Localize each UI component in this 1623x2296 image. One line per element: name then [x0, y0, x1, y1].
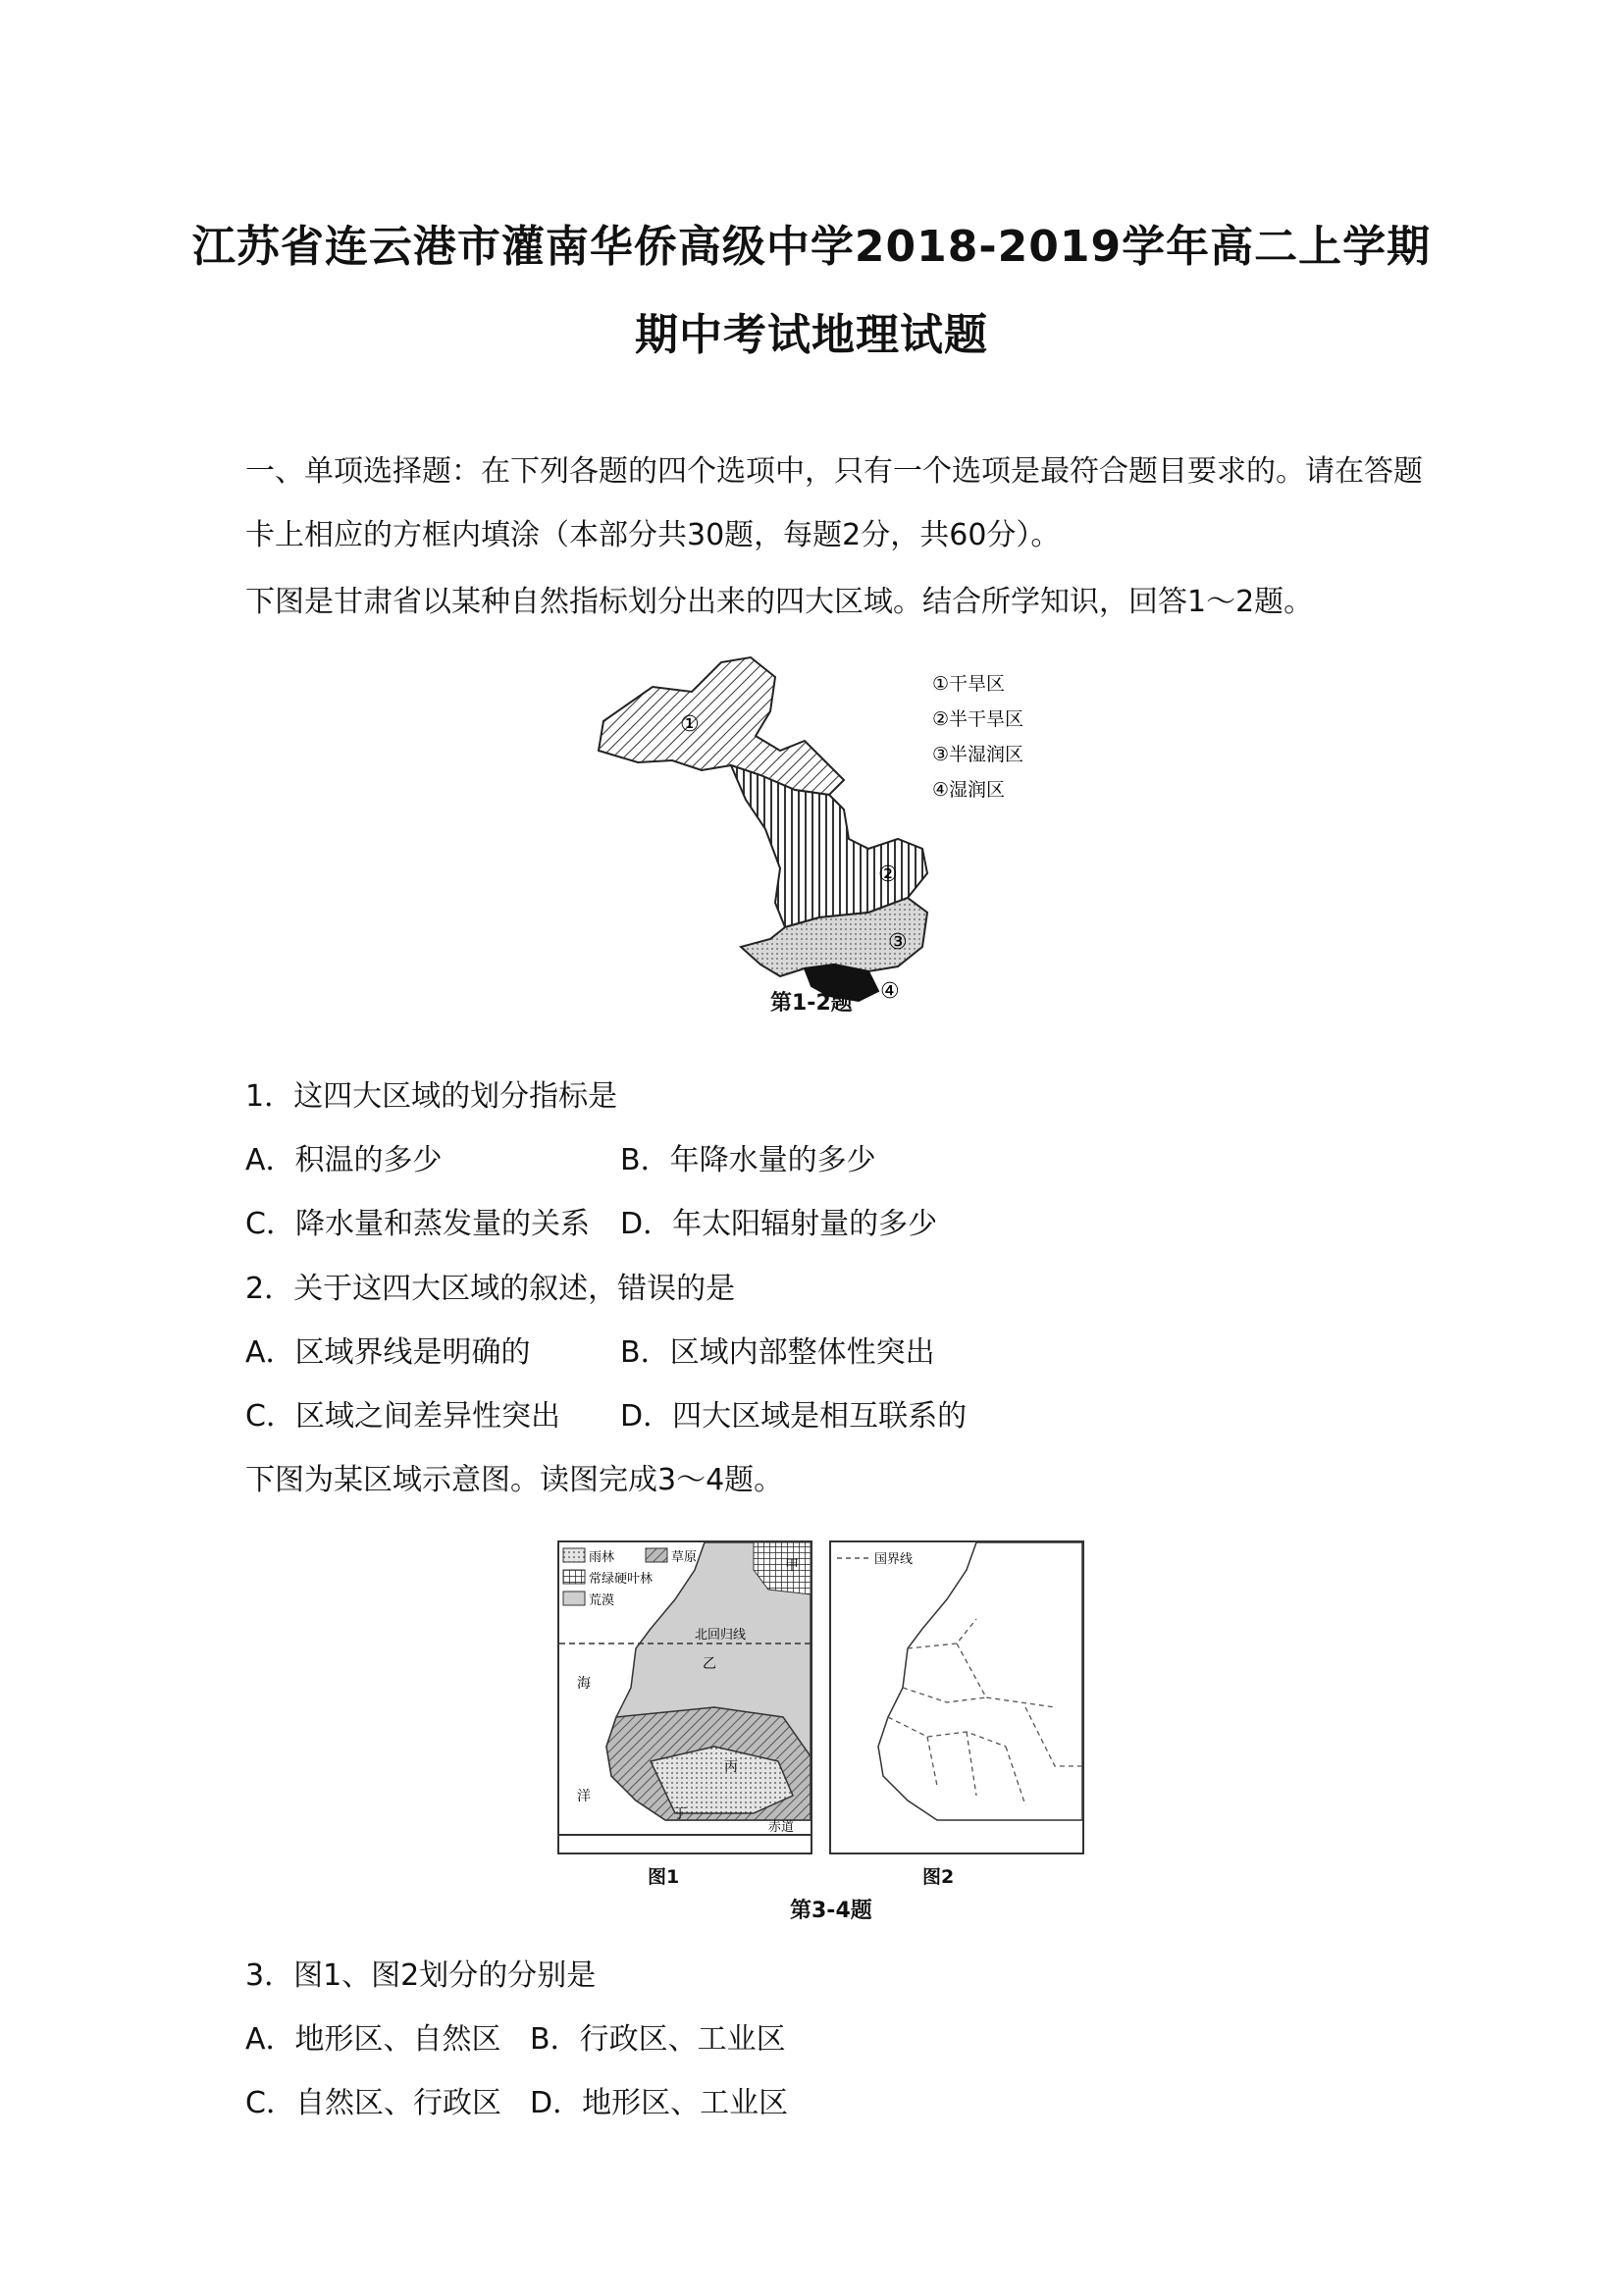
label-region-4: ④: [880, 979, 900, 1004]
legend-humid: ④湿润区: [932, 779, 1006, 801]
label-sea: 海: [577, 1676, 591, 1692]
map1-subcaption: 图1: [648, 1866, 680, 1888]
section-heading-line1: 一、单项选择题：在下列各题的四个选项中，只有一个选项是最符合题目要求的。请在答题: [245, 454, 1423, 489]
legend-arid: ①干旱区: [932, 673, 1006, 695]
q1-stem: 1．这四大区域的划分指标是: [245, 1079, 618, 1114]
label-region-2: ②: [878, 862, 898, 887]
q2-stem: 2．关于这四大区域的叙述，错误的是: [245, 1272, 736, 1306]
intro-q3-4: 下图为某区域示意图。读图完成3～4题。: [245, 1463, 784, 1497]
gansu-region-map: [584, 652, 1055, 1025]
legend-semi-humid: ③半湿润区: [932, 744, 1024, 765]
legend-border: 国界线: [874, 1552, 914, 1567]
q2-option-c: C．区域之间差异性突出: [245, 1399, 560, 1434]
legend-semi-arid: ②半干旱区: [932, 708, 1024, 730]
q2-option-a: A．区域界线是明确的: [245, 1335, 531, 1370]
q3-option-c: C．自然区、行政区: [245, 2086, 501, 2120]
legend-grassland: 草原: [671, 1550, 698, 1565]
q3-option-a: A．地形区、自然区: [245, 2022, 501, 2057]
label-region-3: ③: [888, 930, 908, 955]
doc-title-line2: 期中考试地理试题: [635, 310, 988, 360]
label-bing: 丙: [724, 1759, 738, 1775]
intro-q1-2: 下图是甘肃省以某种自然指标划分出来的四大区域。结合所学知识，回答1～2题。: [245, 585, 1314, 619]
q1-option-b: B．年降水量的多少: [620, 1143, 876, 1177]
map2-subcaption: 图2: [922, 1866, 955, 1888]
label-yi: 乙: [703, 1656, 716, 1672]
label-region-1: ①: [680, 712, 700, 737]
section-heading-line2: 卡上相应的方框内填涂（本部分共30题，每题2分，共60分）。: [245, 518, 1061, 552]
legend-desert: 荒漠: [589, 1593, 615, 1608]
map2-borders: [829, 1540, 1084, 1854]
label-ding: 丁: [673, 1806, 687, 1822]
label-equator: 赤道: [768, 1820, 795, 1835]
legend-rainforest: 雨林: [589, 1550, 615, 1565]
q1-option-d: D．年太阳辐射量的多少: [620, 1207, 938, 1241]
label-ocean: 洋: [577, 1789, 591, 1804]
q2-option-b: B．区域内部整体性突出: [620, 1335, 935, 1370]
legend-sclerophyll: 常绿硬叶林: [589, 1572, 654, 1587]
label-jia: 甲: [785, 1558, 799, 1574]
q3-option-b: B．行政区、工业区: [530, 2022, 786, 2057]
q1-option-a: A．积温的多少: [245, 1143, 443, 1177]
fig2-caption: 第3-4题: [790, 1899, 872, 1923]
q2-option-d: D．四大区域是相互联系的: [620, 1399, 968, 1434]
doc-title-line1: 江苏省连云港市灌南华侨高级中学2018-2019学年高二上学期: [191, 222, 1432, 272]
q1-option-c: C．降水量和蒸发量的关系: [245, 1207, 590, 1241]
q3-option-d: D．地形区、工业区: [530, 2086, 789, 2120]
map1-vegetation: [557, 1540, 812, 1854]
q3-stem: 3．图1、图2划分的分别是: [245, 1958, 597, 1993]
label-tropic: 北回归线: [695, 1628, 747, 1643]
fig1-caption: 第1-2题: [770, 991, 853, 1016]
region-arid: [599, 657, 844, 795]
